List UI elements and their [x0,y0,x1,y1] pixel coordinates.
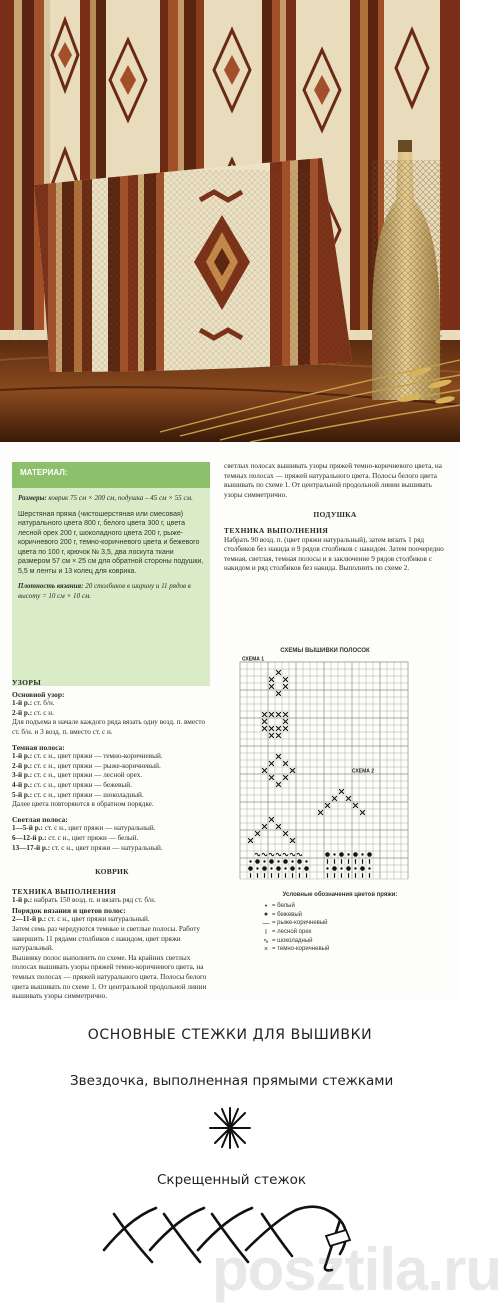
scheme-dot-mark [297,859,302,864]
scheme-cross-mark [283,684,288,689]
legend-symbol: • [264,902,268,910]
legend-symbol: ● [263,911,269,919]
stitches-section [0,1000,501,1315]
sizes-label: Размеры: [18,494,47,502]
yarn-paragraph: Шерстяная пряжа (чистошерстяная или смесовая) натурального цвета 800 г, белого цвета 300 г, цвета лесной орех 200 г, шоколадного цвета 200 г, рыже-коричневого 200 г, темно-коричневого цвета и бежевого цвета по 100 г, крючок № 3,5, два лоскута ткани размером 57 см × 25 см для обратной стороны подушки, 5,5 м ленты и 13 колец для коврика. [18,510,204,575]
scheme-cross-mark [269,712,274,717]
scheme-cross-mark [283,719,288,724]
scheme-cross-mark [269,726,274,731]
scheme-dot-mark [277,860,279,862]
scheme-cross-mark [269,684,274,689]
scheme-cross-mark [353,803,358,808]
scheme-dot-mark [353,852,358,857]
scheme-wave-mark [297,853,302,856]
scheme2-label: СХЕМА 2 [352,768,375,775]
scheme-dot-mark [255,859,260,864]
light-row: 6—12-й р.: ст. с н., цвет пряжи — белый. [12,833,139,842]
schemes-title: СХЕМЫ ВЫШИВКИ ПОЛОСОК [280,648,370,654]
sizes-text: коврик 75 см × 200 см, подушка – 45 см × 55 см. [48,494,193,502]
scheme-wave-mark [262,853,267,856]
dark-row: 3-й р.: ст. с н., цвет пряжи — лесной орех. [12,771,143,780]
scheme-cross-mark [276,733,281,738]
scheme-dot-mark [249,860,251,862]
scheme-cross-mark [290,768,295,773]
scheme-cross-mark [269,733,274,738]
scheme-cross-mark [283,775,288,780]
scheme-dot-mark [290,866,295,871]
scheme-wave-mark [269,853,274,856]
scheme-cross-mark [332,796,337,801]
scheme-cross-mark [283,677,288,682]
scheme-cross-mark [290,838,295,843]
scheme-dot-mark [269,859,274,864]
basic-note: Для подъема в начале каждого ряда вязать одну возд. п. вместо ст. б/н. и 3 возд. п. вместо ст. с н. [12,718,206,736]
rug-order-heading: Порядок вязания и цветов полос: [12,905,126,915]
scheme-dot-mark [262,866,267,871]
scheme-dot-mark [360,866,365,871]
legend-item: — = рыже-коричневый [260,919,450,928]
rug-row2: 2—11-й р.: ст. с н., цвет пряжи натуральный. [12,915,150,924]
scheme-wave-mark [255,853,260,856]
scheme-cross-mark [360,810,365,815]
scheme-dot-mark [367,852,372,857]
scheme-dot-mark [354,867,356,869]
product-photo [0,0,460,442]
scheme-dot-mark [347,853,349,855]
color-legend [230,892,450,954]
scheme-cross-mark [269,761,274,766]
basic-row: 2-й р.: ст. с н. [12,708,54,717]
materials-box [12,462,210,686]
scheme-dot-mark [340,867,342,869]
sizes-paragraph [18,494,204,504]
density-label: Плотность вязания: [18,582,84,590]
scheme-cross-mark [276,670,281,675]
embroidery-schemes-grid [240,656,420,886]
light-row: 13—17-й р.: ст. с н., цвет пряжи — натуральный. [12,843,163,852]
scheme-cross-mark [283,712,288,717]
scheme-cross-mark [276,782,281,787]
scheme-wave-mark [276,853,281,856]
scheme-cross-mark [269,677,274,682]
scheme-cross-mark [276,712,281,717]
dark-row: 1-й р.: ст. с н., цвет пряжи — темно-коричневый. [12,752,163,761]
scheme-cross-mark [346,796,351,801]
scheme-dot-mark [333,853,335,855]
materials-heading: МАТЕРИАЛ: [12,462,210,488]
scheme-dot-mark [284,867,286,869]
scheme-cross-mark [339,789,344,794]
scheme-cross-mark [325,803,330,808]
scheme-dot-mark [263,860,265,862]
scheme-dot-mark [304,866,309,871]
rug-embroidery-continued: светлых полосах вышивать узоры пряжей темно-коричневого цвета, на темных полосах — пряжей натурального цвета. Полосы белого цвета вышивать по схеме 1. От центральной продольной линии вышивать узоры симметрично. [224,462,442,499]
light-row: 1—5-й р.: ст. с н., цвет пряжи — натуральный. [12,824,156,833]
dark-row: 5-й р.: ст. с н., цвет пряжи — шоколадный. [12,790,144,799]
scheme-dot-mark [276,866,281,871]
scheme-dot-mark [325,852,330,857]
legend-item: • = белый [260,902,450,911]
left-column [12,670,212,1001]
pattern-page [0,442,460,1000]
scheme-dot-mark [305,860,307,862]
scheme-dot-mark [346,866,351,871]
cross-stitch-caption: Скрещенный стежок [157,1172,307,1188]
scheme-cross-mark [283,831,288,836]
legend-symbol: I [265,928,267,936]
legend-item: I = лесной орех [260,928,450,937]
star-stitch-caption: Звездочка, выполненная прямыми стежками [70,1073,394,1089]
scheme-cross-mark [276,824,281,829]
scheme-dot-mark [283,859,288,864]
scheme-dot-mark [326,867,328,869]
scheme-cross-mark [283,761,288,766]
right-column [224,462,446,574]
rug-embroidery-text: Вышивку полос выполнить по схеме. На крайних светлых полосах вышивать узоры пряжей темно-коричневого цвета, на темных полосах — пряжей натурального цвета. Полосы белого цвета вышивать по схеме 1. От центральной продольной линии вышивать узоры симметрично. [12,953,207,1001]
scheme-dot-mark [256,867,258,869]
scheme-dot-mark [270,867,272,869]
scheme-cross-mark [262,824,267,829]
rug-heading: КОВРИК [95,867,129,877]
scheme-cross-mark [262,726,267,731]
scheme-cross-mark [276,691,281,696]
legend-symbol: ∿ [263,937,269,945]
scheme-dot-mark [298,867,300,869]
stitches-title: ОСНОВНЫЕ СТЕЖКИ ДЛЯ ВЫШИВКИ [87,1027,373,1043]
scheme-dot-mark [291,860,293,862]
rug-body-text: Затем семь раз чередуются темные и светлые полосы. Работу завершить 11 рядами столбиков с накидом, цвет пряжи натуральный. [12,925,200,953]
dark-note: Далее цвета повторяются в обратном порядке. [12,800,154,809]
wicker-bottle [372,140,442,400]
pillow-technique-heading: ТЕХНИКА ВЫПОЛНЕНИЯ [224,525,329,535]
dark-row: 4-й р.: ст. с н., цвет пряжи — бежевый. [12,780,132,789]
legend-item: ∿ = шоколадный [260,936,450,945]
legend-symbol: — [262,919,270,927]
star-stitch-illustration [208,1106,252,1150]
scheme-cross-mark [318,810,323,815]
scheme-cross-mark [269,817,274,822]
scheme-dot-mark [368,867,370,869]
legend-item: × = темно-коричневый [260,945,450,954]
patterns-heading: УЗОРЫ [12,678,42,687]
light-stripe-heading: Светлая полоса: [12,814,68,824]
scheme-cross-mark [255,831,260,836]
scheme-cross-mark [262,712,267,717]
scheme-wave-mark [290,853,295,856]
scheme-cross-mark [262,768,267,773]
scheme-cross-mark [283,726,288,731]
legend-symbol: × [263,945,269,953]
dark-row: 2-й р.: ст. с н., цвет пряжи — рыже-коричневый. [12,761,161,770]
legend-title: Условные обозначения цветов пряжи: [282,892,398,898]
scheme-cross-mark [276,726,281,731]
scheme-dot-mark [332,866,337,871]
basic-row: 1-й р.: ст. б/н. [12,699,55,708]
pillow-text: Набрать 90 возд. п. (цвет пряжи натуральный), затем вязать 1 ряд столбиков без накида и 9 рядов столбиков с накидом. Затем поочередно темная, светлая, темная полосы и в заключение 9 рядов столбиков с накидом и ряд столбиков без накида. Выполнить по схеме 2. [224,535,444,573]
scheme1-label: СХЕМА 1 [242,656,265,663]
rug-row1: 1-й р.: набрать 150 возд. п. и вязать ряд ст. б/н. [12,896,156,905]
density-text: 20 столбиков в ширину и 11 рядов в высоту = 10 см × 10 см. [18,582,191,600]
density-paragraph [18,582,204,601]
scheme-dot-mark [339,852,344,857]
basic-pattern-heading: Основной узор: [12,689,65,699]
scheme-cross-mark [248,838,253,843]
pillow [34,150,358,380]
scheme-cross-mark [269,775,274,780]
dark-stripe-heading: Темная полоса: [12,742,65,752]
scheme-dot-mark [361,853,363,855]
scheme-cross-mark [276,754,281,759]
legend-item: ● = бежевый [260,911,450,920]
scheme-dot-mark [248,866,253,871]
pillow-heading: ПОДУШКА [313,510,357,520]
watermark: posztila.ru [212,1236,501,1303]
scheme-cross-mark [262,719,267,724]
rug-technique-heading: ТЕХНИКА ВЫПОЛНЕНИЯ [12,886,117,896]
scheme-wave-mark [283,853,288,856]
